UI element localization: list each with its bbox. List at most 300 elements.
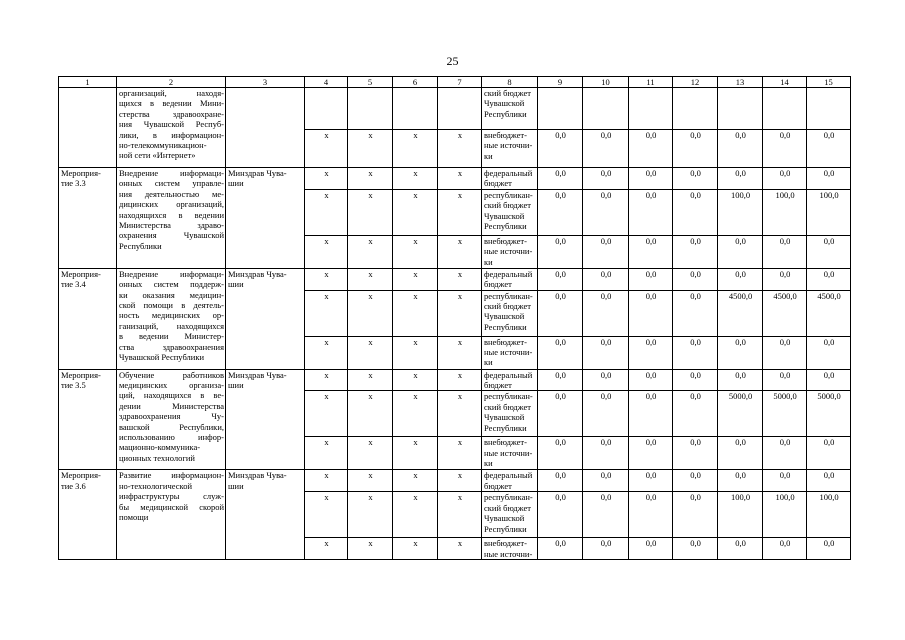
text-line: стерства здравоохране- [119,108,224,119]
text-line: ки [484,150,493,161]
text-line: Республики [484,422,527,433]
text-line: Чувашской Республики [119,352,205,363]
amount-cell: 0,0 [583,437,629,470]
amount-cell: 4500,0 [807,290,851,336]
marker-cell: x [393,391,438,437]
amount-cell: 0,0 [538,130,583,168]
amount-cell: 5000,0 [763,391,807,437]
amount-cell: 0,0 [629,168,673,190]
column-header: 15 [807,77,851,88]
amount-cell: 0,0 [629,189,673,235]
text-line: федеральный [484,268,533,279]
text-line: ния Чувашской Респуб- [119,119,224,130]
text-line: ки [484,256,493,267]
amount-cell: 0,0 [807,268,851,290]
amount-cell: 0,0 [673,369,718,391]
amount-cell: 0,0 [673,391,718,437]
event-cell [59,168,117,269]
description-cell [117,168,226,269]
funding-source-cell [482,492,538,538]
amount-cell: 0,0 [718,336,763,369]
text-line: ций, находящихся в ве- [119,390,224,401]
marker-cell: x [348,391,393,437]
column-header: 11 [629,77,673,88]
text-line: внебюджет- [484,130,527,140]
text-line: бюджет [484,178,512,189]
text-line: Мероприя- [61,268,101,279]
marker-cell: x [305,189,348,235]
text-line: Республики [484,321,527,332]
amount-cell: 0,0 [807,437,851,470]
text-line: федеральный [484,470,533,481]
marker-cell: x [305,437,348,470]
amount-cell: 0,0 [718,168,763,190]
amount-cell: 0,0 [807,168,851,190]
marker-cell: x [438,470,482,492]
amount-cell [718,88,763,130]
text-line: ки [484,458,493,469]
amount-cell: 0,0 [538,492,583,538]
text-line: внебюджет- [484,235,527,246]
header-row [59,77,851,88]
column-header: 9 [538,77,583,88]
marker-cell: x [348,336,393,369]
amount-cell: 0,0 [538,168,583,190]
text-line: Республики [119,240,162,251]
amount-cell: 4500,0 [718,290,763,336]
amount-cell [629,88,673,130]
text-line: ные источни- [484,347,533,358]
amount-cell: 0,0 [583,268,629,290]
text-line: Минздрав Чува- [228,268,287,279]
marker-cell [305,88,348,130]
amount-cell [807,88,851,130]
column-header: 7 [438,77,482,88]
funding-source-cell [482,369,538,391]
amount-cell: 0,0 [629,336,673,369]
marker-cell: x [348,369,393,391]
text-line: Чувашской [484,311,525,322]
amount-cell: 0,0 [763,369,807,391]
marker-cell: x [438,268,482,290]
text-line: внебюджет- [484,336,527,347]
amount-cell: 0,0 [718,470,763,492]
text-line: ки оказания медицин- [119,289,224,300]
marker-cell: x [438,235,482,268]
event-cell [59,470,117,560]
text-line: здравоохранения Чу- [119,411,224,422]
executor-cell [226,470,305,560]
text-line: в ведении Министер- [119,331,224,342]
amount-cell: 0,0 [673,189,718,235]
text-line: внебюджет- [484,437,527,448]
text-line: мационно-коммуника- [119,442,201,453]
amount-cell: 0,0 [807,470,851,492]
text-line: ные источни- [484,246,533,257]
column-header: 13 [718,77,763,88]
text-line: лики, в информацион- [119,129,224,140]
table-row [59,268,851,290]
text-line: ский бюджет [484,200,531,211]
text-line: федеральный [484,168,533,178]
text-line: онных систем поддерж- [119,279,224,290]
amount-cell: 0,0 [583,235,629,268]
marker-cell [348,88,393,130]
amount-cell: 0,0 [673,130,718,168]
marker-cell: x [305,130,348,168]
text-line: шии [228,279,244,290]
executor-cell [226,88,305,168]
marker-cell: x [393,437,438,470]
text-line: ства здравоохранения [119,341,224,352]
text-line: тие 3.5 [61,380,86,391]
funding-source-cell [482,391,538,437]
marker-cell: x [348,168,393,190]
amount-cell: 0,0 [673,492,718,538]
amount-cell: 0,0 [673,437,718,470]
text-line: ганизаций, находящихся [119,320,224,331]
text-line: тие 3.3 [61,178,86,189]
amount-cell: 0,0 [629,538,673,560]
text-line: находящихся в ведении [119,209,224,220]
marker-cell: x [348,235,393,268]
text-line: ность медицинских ор- [119,310,224,321]
text-line: инфраструктуры служ- [119,491,224,502]
marker-cell: x [305,336,348,369]
description-cell [117,268,226,369]
marker-cell: x [393,336,438,369]
amount-cell: 0,0 [538,336,583,369]
column-header: 6 [393,77,438,88]
marker-cell: x [348,492,393,538]
amount-cell: 0,0 [538,437,583,470]
amount-cell: 0,0 [629,235,673,268]
amount-cell: 0,0 [538,470,583,492]
funding-source-cell [482,189,538,235]
marker-cell: x [438,437,482,470]
marker-cell: x [305,492,348,538]
marker-cell: x [393,189,438,235]
text-line: ской помощи в деятель- [119,300,224,311]
amount-cell: 0,0 [583,538,629,560]
text-line: Минздрав Чува- [228,168,287,178]
amount-cell: 100,0 [763,492,807,538]
marker-cell: x [305,369,348,391]
text-line: ки [484,357,493,368]
text-line: ные источни- [484,140,533,151]
amount-cell: 0,0 [629,290,673,336]
text-line: дении Министерства [119,400,224,411]
marker-cell [438,88,482,130]
text-line: ные источни- [484,447,533,458]
text-line: Министерства здраво- [119,220,224,231]
marker-cell: x [438,369,482,391]
amount-cell: 0,0 [807,369,851,391]
amount-cell: 0,0 [583,290,629,336]
text-line: шии [228,380,244,391]
amount-cell: 0,0 [763,437,807,470]
marker-cell: x [438,538,482,560]
budget-table [58,76,851,560]
amount-cell: 0,0 [583,391,629,437]
marker-cell: x [393,290,438,336]
text-line: Внедрение информаци- [119,268,224,279]
text-line: Минздрав Чува- [228,470,287,481]
text-line: бюджет [484,279,512,290]
marker-cell: x [305,168,348,190]
amount-cell: 4500,0 [763,290,807,336]
marker-cell: x [305,290,348,336]
text-line: Развитие информацион- [119,470,224,481]
text-line: республикан- [484,189,533,200]
column-header: 3 [226,77,305,88]
amount-cell: 0,0 [538,268,583,290]
text-line: республикан- [484,391,533,402]
table-row [59,470,851,492]
marker-cell: x [348,437,393,470]
text-line: Чувашской [484,210,525,221]
amount-cell: 0,0 [763,538,807,560]
amount-cell: 0,0 [718,538,763,560]
amount-cell: 0,0 [763,235,807,268]
text-line: Республики [484,523,527,534]
text-line: но-технологической [119,480,192,491]
text-line: республикан- [484,290,533,301]
page-number: 25 [446,54,459,68]
marker-cell: x [438,189,482,235]
amount-cell: 100,0 [807,189,851,235]
text-line: медицинских организа- [119,380,224,391]
marker-cell: x [305,235,348,268]
amount-cell: 0,0 [718,130,763,168]
amount-cell: 0,0 [807,130,851,168]
column-header: 1 [59,77,117,88]
amount-cell: 0,0 [807,336,851,369]
text-line: помощи [119,512,149,523]
amount-cell: 0,0 [629,470,673,492]
amount-cell: 100,0 [763,189,807,235]
amount-cell: 0,0 [629,130,673,168]
marker-cell: x [305,538,348,560]
amount-cell: 0,0 [629,268,673,290]
marker-cell: x [393,235,438,268]
text-line: Минздрав Чува- [228,369,287,380]
column-header: 5 [348,77,393,88]
text-line: ский бюджет [484,301,531,312]
amount-cell: 0,0 [763,130,807,168]
amount-cell: 100,0 [718,189,763,235]
funding-source-cell [482,268,538,290]
text-line: Республики [484,221,527,232]
text-line: республикан- [484,492,533,503]
amount-cell: 0,0 [583,168,629,190]
funding-source-cell [482,290,538,336]
amount-cell: 0,0 [807,538,851,560]
text-line: щихся в ведении Мини- [119,98,224,109]
marker-cell: x [348,470,393,492]
marker-cell: x [348,290,393,336]
marker-cell: x [348,189,393,235]
text-line: онных систем управле- [119,178,224,189]
funding-source-cell [482,538,538,560]
text-line: Чувашской [484,412,525,423]
amount-cell: 0,0 [718,369,763,391]
amount-cell: 0,0 [538,391,583,437]
funding-source-cell [482,437,538,470]
text-line: ционных технологий [119,452,195,463]
marker-cell: x [348,130,393,168]
marker-cell: x [438,168,482,190]
amount-cell: 0,0 [583,189,629,235]
text-line: но-телекоммуникацион- [119,140,207,151]
amount-cell: 0,0 [583,130,629,168]
event-cell [59,268,117,369]
text-line: бюджет [484,480,512,491]
amount-cell: 0,0 [583,369,629,391]
amount-cell: 0,0 [538,189,583,235]
text-line: бюджет [484,380,512,391]
marker-cell: x [438,492,482,538]
executor-cell [226,268,305,369]
text-line: шии [228,178,244,189]
amount-cell: 0,0 [583,492,629,538]
amount-cell [763,88,807,130]
amount-cell: 0,0 [718,268,763,290]
marker-cell: x [305,470,348,492]
text-line: вашской Республики, [119,421,224,432]
marker-cell: x [438,290,482,336]
column-header: 2 [117,77,226,88]
description-cell [117,470,226,560]
text-line: охранения Чувашской [119,230,224,241]
text-line: федеральный [484,369,533,380]
text-line: Мероприя- [61,470,101,481]
text-line: Чувашской [484,98,525,109]
text-line: внебюджет- [484,538,527,549]
amount-cell [538,88,583,130]
column-header: 12 [673,77,718,88]
marker-cell: x [348,538,393,560]
amount-cell: 0,0 [763,168,807,190]
amount-cell: 0,0 [538,235,583,268]
marker-cell [393,88,438,130]
text-line: Внедрение информаци- [119,168,224,178]
text-line: бы медицинской скорой [119,501,224,512]
funding-source-cell [482,168,538,190]
amount-cell: 0,0 [629,437,673,470]
description-cell [117,88,226,168]
column-header: 4 [305,77,348,88]
amount-cell: 0,0 [538,369,583,391]
amount-cell: 100,0 [807,492,851,538]
amount-cell: 0,0 [673,538,718,560]
amount-cell: 0,0 [673,336,718,369]
marker-cell: x [305,391,348,437]
text-line: тие 3.6 [61,480,86,491]
amount-cell: 0,0 [718,437,763,470]
text-line: Мероприя- [61,168,101,178]
marker-cell: x [393,470,438,492]
amount-cell: 0,0 [673,168,718,190]
text-line: ский бюджет [484,88,531,98]
amount-cell: 0,0 [629,369,673,391]
column-header: 10 [583,77,629,88]
amount-cell: 0,0 [629,391,673,437]
description-cell [117,369,226,470]
amount-cell: 0,0 [718,235,763,268]
text-line: ные источни- [484,548,533,559]
marker-cell: x [393,168,438,190]
event-cell [59,88,117,168]
amount-cell: 100,0 [718,492,763,538]
amount-cell: 0,0 [673,268,718,290]
funding-source-cell [482,470,538,492]
amount-cell: 0,0 [763,268,807,290]
text-line: организаций, находя- [119,88,224,98]
text-line: шии [228,480,244,491]
marker-cell: x [393,538,438,560]
table-row [59,168,851,190]
table-row [59,369,851,391]
executor-cell [226,369,305,470]
executor-cell [226,168,305,269]
funding-source-cell [482,88,538,130]
amount-cell: 0,0 [583,336,629,369]
column-header: 8 [482,77,538,88]
amount-cell: 5000,0 [718,391,763,437]
amount-cell: 0,0 [763,336,807,369]
amount-cell: 0,0 [538,538,583,560]
event-cell [59,369,117,470]
funding-source-cell [482,336,538,369]
text-line: Мероприя- [61,369,101,380]
funding-source-cell [482,235,538,268]
amount-cell: 5000,0 [807,391,851,437]
column-header: 14 [763,77,807,88]
table-row [59,88,851,130]
text-line: использованию инфор- [119,432,224,443]
table-body [59,77,851,560]
amount-cell: 0,0 [807,235,851,268]
text-line: ния деятельностью ме- [119,188,224,199]
marker-cell: x [438,391,482,437]
marker-cell: x [393,268,438,290]
marker-cell: x [348,268,393,290]
amount-cell: 0,0 [538,290,583,336]
amount-cell: 0,0 [673,235,718,268]
amount-cell: 0,0 [583,470,629,492]
text-line: Республики [484,108,527,119]
amount-cell: 0,0 [629,492,673,538]
text-line: ский бюджет [484,401,531,412]
amount-cell [673,88,718,130]
text-line: дицинских организаций, [119,199,224,210]
funding-source-cell [482,130,538,168]
amount-cell: 0,0 [673,290,718,336]
text-line: Чувашской [484,513,525,524]
marker-cell: x [393,130,438,168]
amount-cell: 0,0 [763,470,807,492]
marker-cell: x [393,369,438,391]
marker-cell: x [305,268,348,290]
text-line: тие 3.4 [61,279,86,290]
amount-cell [583,88,629,130]
text-line: ский бюджет [484,502,531,513]
marker-cell: x [438,336,482,369]
text-line: ной сети «Интернет» [119,150,196,161]
amount-cell: 0,0 [673,470,718,492]
marker-cell: x [438,130,482,168]
